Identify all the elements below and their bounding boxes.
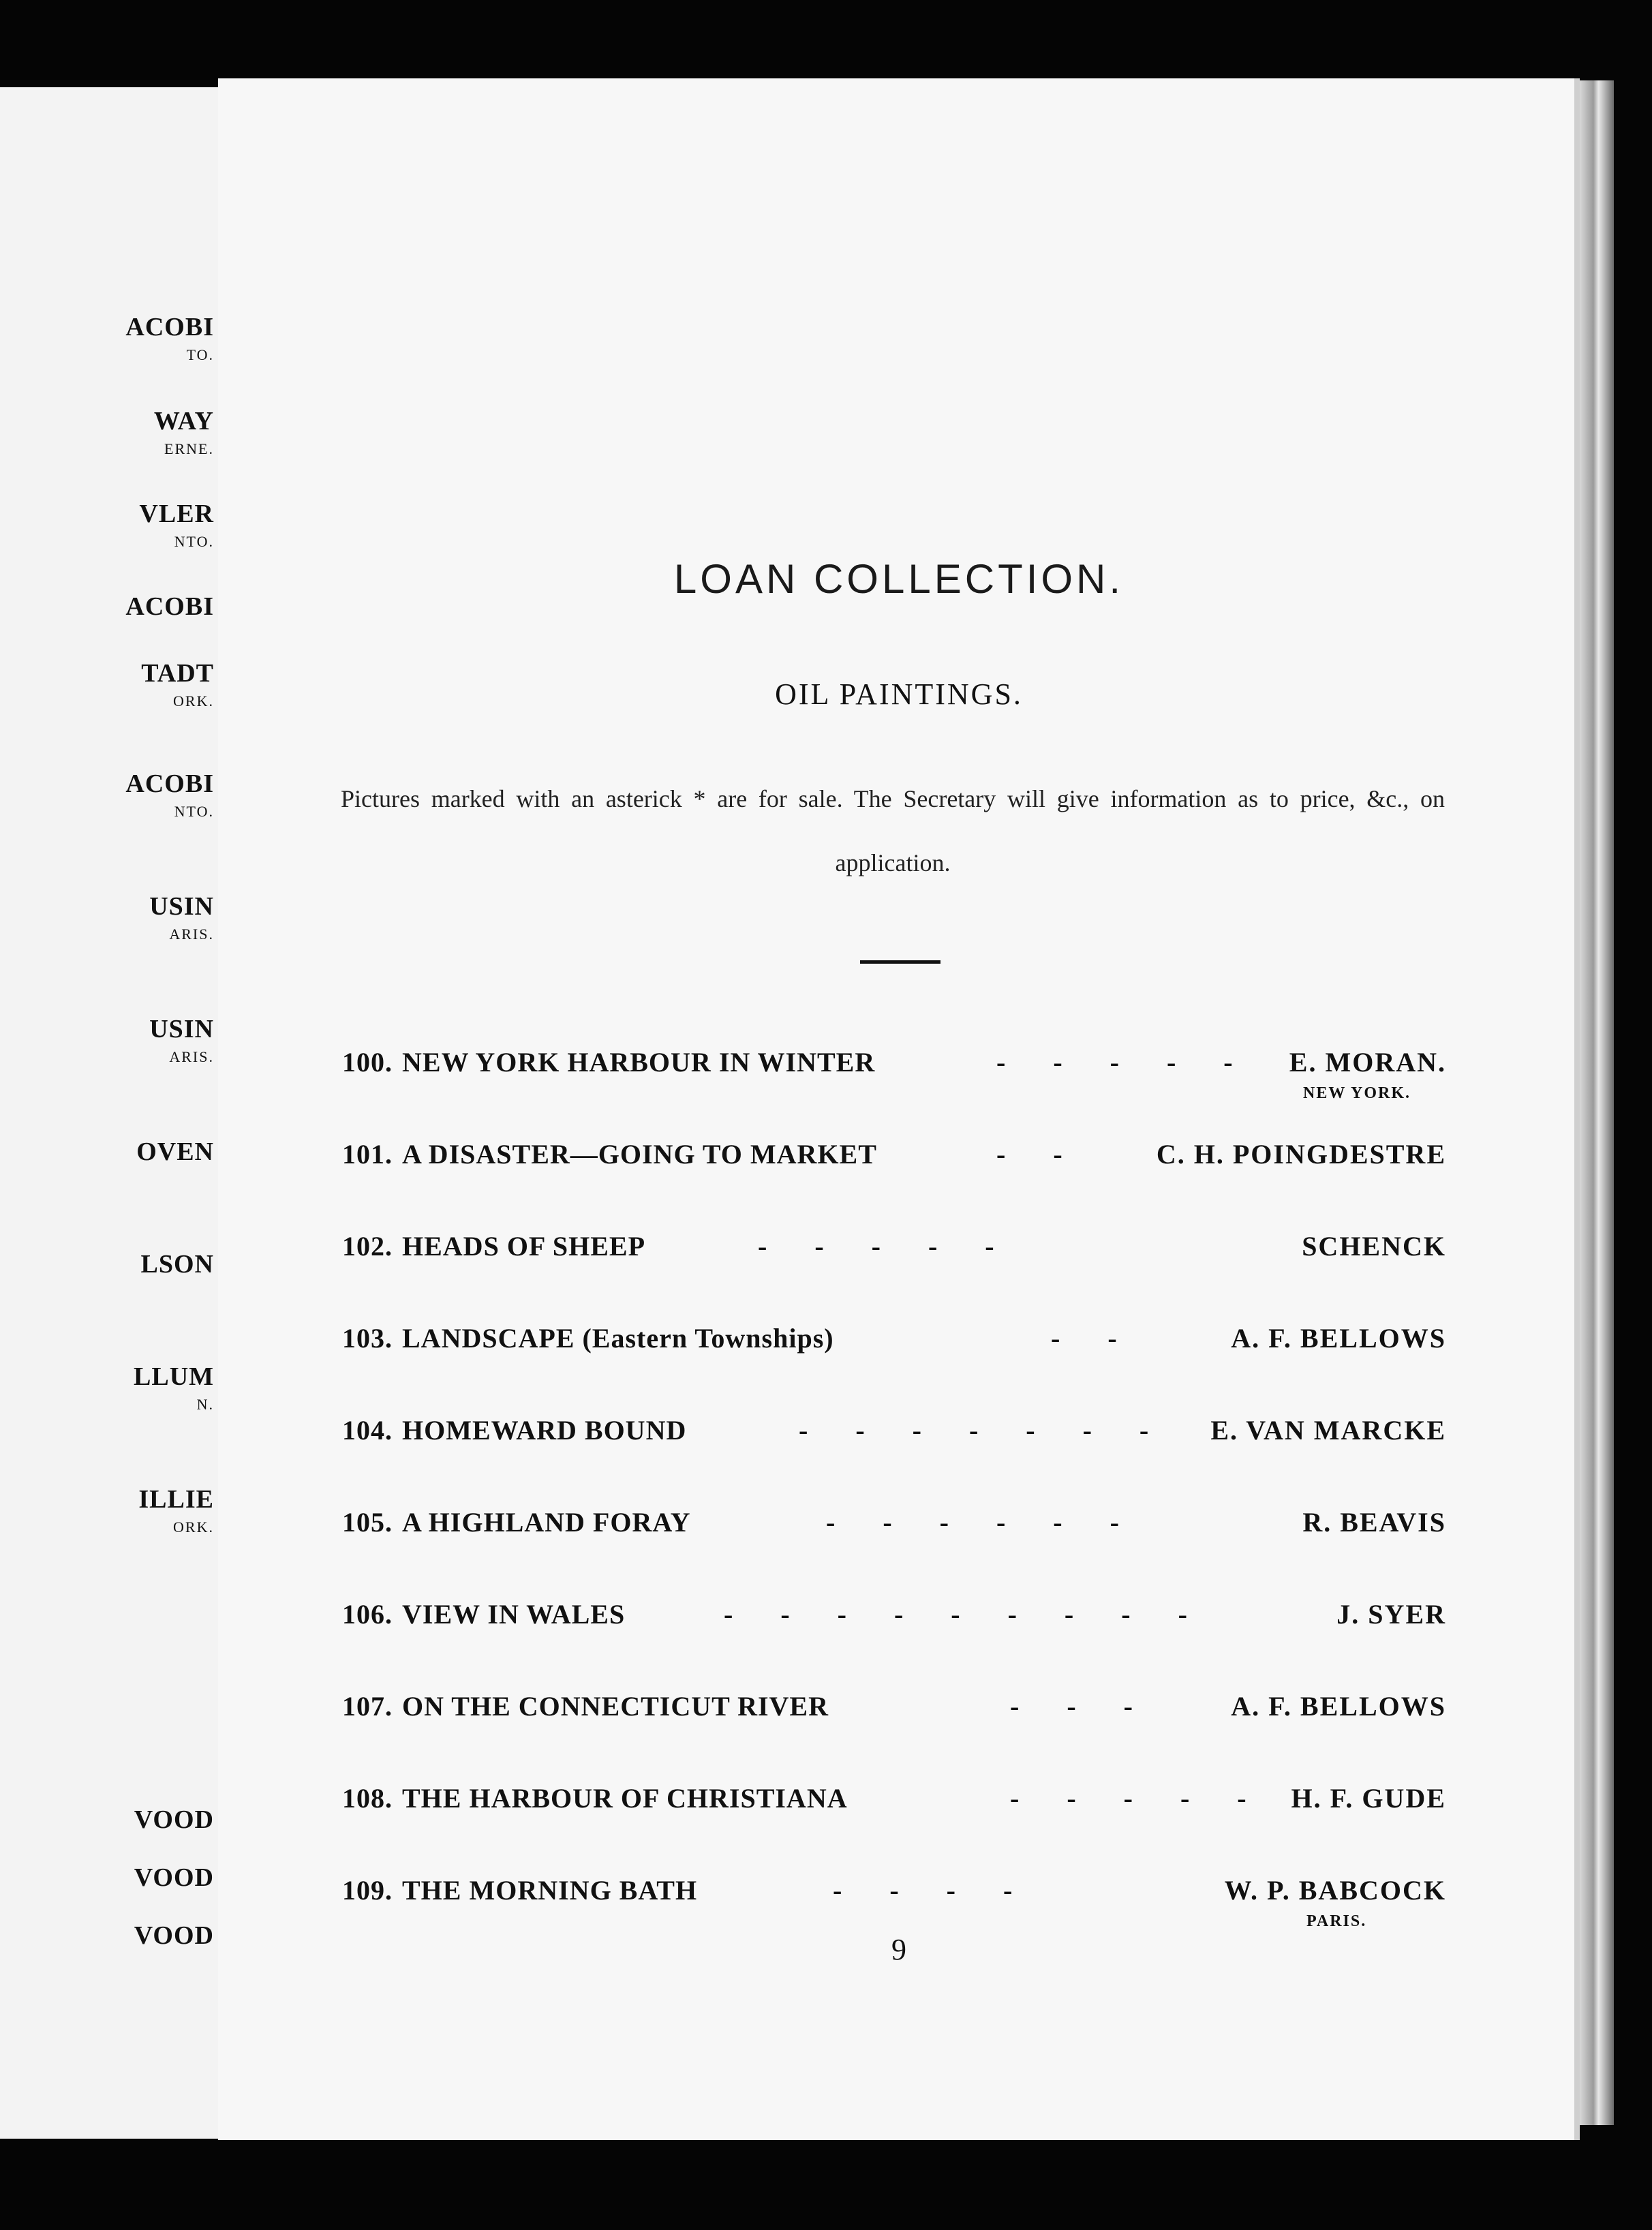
- left-entry-name: VOOD: [134, 1863, 214, 1892]
- catalogue-entry: [342, 1230, 1446, 1271]
- catalogue-entry: [342, 1874, 1446, 1930]
- left-entry-place: ORK.: [173, 1518, 214, 1536]
- entry-title: A DISASTER—GOING TO MARKET: [402, 1139, 877, 1170]
- left-page: [0, 87, 222, 2139]
- entry-title: ON THE CONNECTICUT RIVER: [402, 1691, 829, 1722]
- left-entry-name: ACOBI: [125, 769, 214, 798]
- left-page-entry: [134, 1805, 214, 1839]
- entry-title-group: [342, 1782, 848, 1814]
- entry-title-group: [342, 1230, 645, 1262]
- entry-title-group: [342, 1322, 834, 1354]
- entry-number: 101.: [342, 1139, 393, 1170]
- catalogue-entry: [342, 1782, 1446, 1823]
- entry-artist: J. SYER: [1336, 1599, 1446, 1630]
- entry-artist: E. VAN MARCKE: [1210, 1415, 1446, 1446]
- entry-title: VIEW IN WALES: [402, 1599, 626, 1630]
- entry-number: 104.: [342, 1415, 393, 1446]
- entry-number: 103.: [342, 1323, 393, 1354]
- left-entry-name: ACOBI: [125, 313, 214, 341]
- left-page-entry: [134, 1921, 214, 1955]
- catalogue-entry: [342, 1046, 1446, 1102]
- sale-note: Pictures marked with an asterick * are for sale. The Secretary will give information as to price, &c., on application.: [341, 785, 1445, 876]
- entry-title: THE MORNING BATH: [402, 1875, 698, 1906]
- left-page-entry: [125, 312, 214, 364]
- entry-number: 105.: [342, 1507, 393, 1538]
- left-entry-name: LSON: [140, 1250, 214, 1279]
- left-entry-name: VOOD: [134, 1921, 214, 1950]
- entry-artist: W. P. BABCOCK: [1224, 1875, 1446, 1906]
- entry-leader-dashes: - -: [1051, 1323, 1137, 1354]
- entry-leader-dashes: - - - - -: [1010, 1783, 1267, 1814]
- catalogue-entry: [342, 1690, 1446, 1731]
- entry-leader-dashes: - - - -: [833, 1875, 1033, 1906]
- entry-artist: SCHENCK: [1302, 1231, 1446, 1262]
- entry-place: NEW YORK.: [1303, 1084, 1411, 1102]
- left-entry-name: ACOBI: [125, 592, 214, 621]
- catalogue-entry: [342, 1506, 1446, 1547]
- entry-title-group: [342, 1414, 686, 1446]
- page-title: LOAN COLLECTION.: [673, 556, 1125, 602]
- entry-number: 100.: [342, 1047, 393, 1078]
- entry-title: NEW YORK HARBOUR IN WINTER: [402, 1047, 876, 1078]
- left-entry-name: VLER: [139, 500, 214, 528]
- left-entry-place: ARIS.: [169, 1048, 214, 1065]
- left-entry-place: NTO.: [174, 803, 214, 820]
- entry-title: LANDSCAPE (Eastern Townships): [402, 1323, 834, 1354]
- entry-number: 102.: [342, 1231, 393, 1262]
- entry-number: 109.: [342, 1875, 393, 1906]
- entry-artist: A. F. BELLOWS: [1231, 1323, 1446, 1354]
- left-page-entry: [125, 592, 214, 626]
- entry-number: 107.: [342, 1691, 393, 1722]
- entry-title-group: [342, 1690, 829, 1722]
- entry-artist: H. F. GUDE: [1291, 1783, 1446, 1814]
- left-entry-name: TADT: [141, 659, 214, 688]
- left-page-entry: [136, 1137, 214, 1171]
- entry-title-group: [342, 1598, 625, 1630]
- left-page-entry: [134, 1863, 214, 1897]
- left-page-entry: [139, 499, 214, 551]
- entry-artist: E. MORAN.: [1289, 1047, 1446, 1078]
- catalogue-entry: [342, 1598, 1446, 1639]
- entry-title: A HIGHLAND FORAY: [402, 1507, 691, 1538]
- left-page-entry: [149, 891, 214, 943]
- left-page-entry: [134, 1362, 214, 1414]
- entry-place: PARIS.: [1306, 1912, 1367, 1930]
- left-entry-name: WAY: [153, 407, 214, 436]
- entry-title-group: [342, 1874, 697, 1906]
- entry-title: HEADS OF SHEEP: [402, 1231, 646, 1262]
- entry-leader-dashes: - - - - - - - - -: [724, 1599, 1208, 1630]
- entry-leader-dashes: - - - - -: [996, 1047, 1253, 1078]
- entry-number: 106.: [342, 1599, 393, 1630]
- left-entry-name: VOOD: [134, 1805, 214, 1834]
- left-entry-place: ERNE.: [164, 440, 214, 457]
- left-page-entry: [149, 1014, 214, 1066]
- catalogue-entry: [342, 1138, 1446, 1179]
- left-entry-place: ARIS.: [169, 926, 214, 943]
- left-page-entry: [141, 658, 214, 710]
- left-entry-place: TO.: [186, 346, 214, 363]
- left-page-entry: [154, 406, 214, 458]
- section-subtitle: OIL PAINTINGS.: [775, 677, 1023, 711]
- left-entry-place: ORK.: [173, 692, 214, 709]
- left-page-entry: [125, 769, 214, 821]
- page-edge: [1580, 80, 1614, 2125]
- entry-leader-dashes: - - - - -: [758, 1231, 1015, 1262]
- left-entry-name: LLUM: [134, 1362, 214, 1391]
- left-entry-name: OVEN: [136, 1137, 214, 1166]
- catalogue-entry: [342, 1414, 1446, 1455]
- left-entry-name: USIN: [149, 892, 214, 921]
- divider-rule: [860, 960, 940, 964]
- entry-leader-dashes: - -: [996, 1139, 1083, 1170]
- entry-leader-dashes: - - -: [1010, 1691, 1153, 1722]
- entry-artist: R. BEAVIS: [1302, 1507, 1446, 1538]
- left-entry-name: USIN: [149, 1015, 214, 1043]
- right-page: [218, 78, 1580, 2140]
- catalogue-entry: [342, 1322, 1446, 1363]
- left-entry-place: NTO.: [174, 533, 214, 550]
- entry-artist: A. F. BELLOWS: [1231, 1691, 1446, 1722]
- left-page-entry: [141, 1249, 214, 1283]
- entry-leader-dashes: - - - - - -: [826, 1507, 1139, 1538]
- left-entry-place: N.: [196, 1396, 214, 1413]
- entry-title-group: [342, 1506, 690, 1538]
- entry-title: THE HARBOUR OF CHRISTIANA: [402, 1783, 848, 1814]
- left-page-entry: [138, 1484, 214, 1536]
- entry-title: HOMEWARD BOUND: [402, 1415, 687, 1446]
- entry-number: 108.: [342, 1783, 393, 1814]
- entry-leader-dashes: - - - - - - -: [799, 1415, 1169, 1446]
- entry-title-group: [342, 1046, 875, 1078]
- page-number: 9: [891, 1933, 906, 1966]
- left-entry-name: ILLIE: [138, 1485, 214, 1514]
- entry-artist: C. H. POINGDESTRE: [1156, 1139, 1446, 1170]
- entry-title-group: [342, 1138, 877, 1170]
